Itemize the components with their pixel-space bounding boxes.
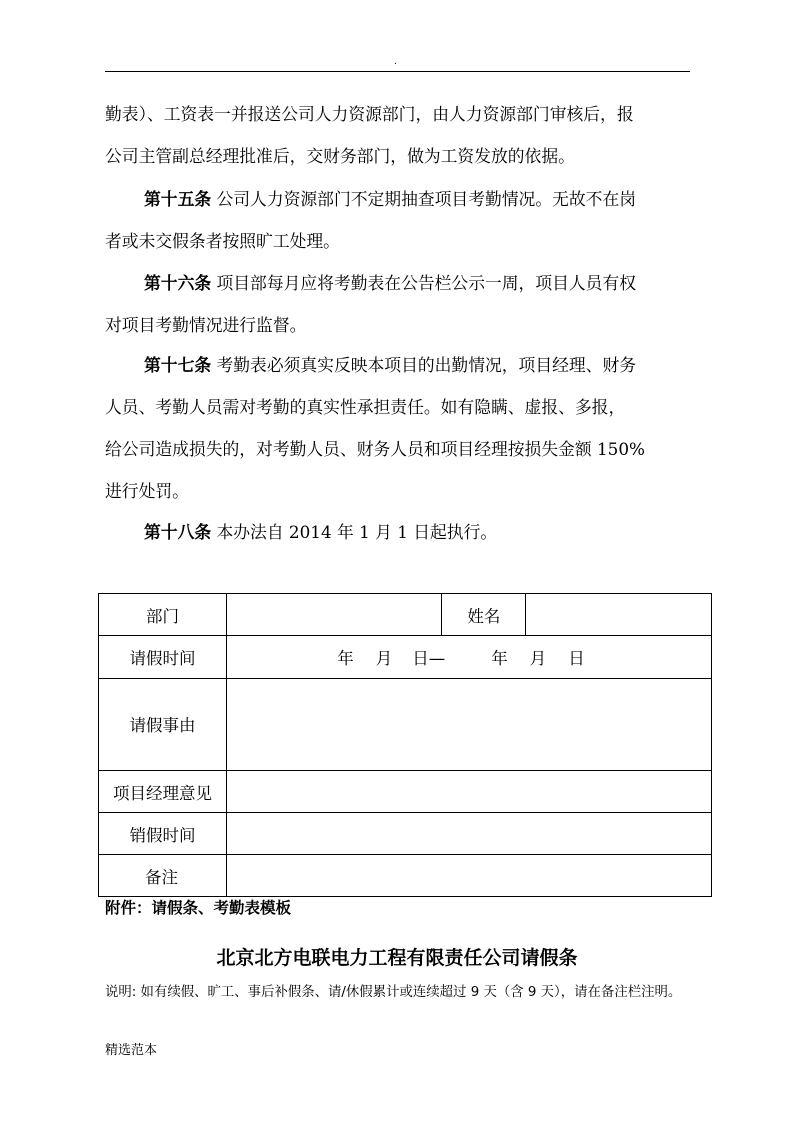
date-year-end: 年 (491, 649, 508, 668)
remark-field[interactable] (226, 855, 711, 897)
name-field[interactable] (526, 594, 712, 636)
article-title: 第十六条 (144, 273, 212, 293)
article-17: 第十七条 考勤表必须真实反映本项目的出勤情况，项目经理、财务 (144, 355, 637, 375)
article-18: 第十八条 本办法自 2014 年 1 月 1 日起执行。 (144, 522, 498, 542)
header-rule (105, 71, 690, 72)
paragraph-line: 对项目考勤情况进行监督。 (105, 315, 307, 335)
manager-opinion-label: 项目经理意见 (99, 771, 227, 813)
attachment-note: 附件：请假条、考勤表模板 (105, 898, 292, 917)
date-year-start: 年 (337, 649, 354, 668)
date-month-start: 月 (375, 649, 393, 668)
reason-field[interactable] (226, 679, 711, 771)
leave-form-table (98, 593, 712, 897)
remark-label: 备注 (99, 855, 227, 897)
article-title: 第十五条 (144, 189, 212, 209)
paragraph-line: 给公司造成损失的，对考勤人员、财务人员和项目经理按损失金额 150% (105, 439, 645, 459)
leave-time-label: 请假时间 (99, 636, 227, 679)
dept-label: 部门 (99, 594, 227, 636)
name-label: 姓名 (442, 594, 526, 636)
article-title: 第十七条 (144, 355, 212, 375)
article-15: 第十五条 公司人力资源部门不定期抽查项目考勤情况。无故不在岗 (144, 189, 637, 209)
date-day-start: 日— (412, 649, 446, 668)
cancel-time-label: 销假时间 (99, 813, 227, 855)
paragraph-line: 人员、考勤人员需对考勤的真实性承担责任。如有隐瞒、虚报、多报， (105, 397, 626, 417)
article-16: 第十六条 项目部每月应将考勤表在公告栏公示一周，项目人员有权 (144, 273, 637, 293)
date-month-end: 月 (529, 649, 547, 668)
cancel-time-field[interactable] (226, 813, 711, 855)
article-title: 第十八条 (144, 522, 212, 542)
leave-time-field[interactable] (226, 636, 711, 679)
paragraph-line: 勤表）、工资表一并报送公司人力资源部门，由人力资源部门审核后，报 (105, 104, 634, 124)
paragraph-line: 进行处罚。 (105, 481, 189, 501)
paragraph-line: 者或未交假条者按照旷工处理。 (105, 231, 340, 251)
form-instructions: 说明: 如有续假、旷工、事后补假条、请/休假累计或连续超过 9 天（含 9 天），请在备注栏注明。 (105, 985, 682, 1000)
manager-opinion-field[interactable] (226, 771, 711, 813)
header-mark: . (394, 57, 397, 67)
reason-label: 请假事由 (99, 679, 227, 771)
paragraph-line: 公司主管副总经理批准后，交财务部门，做为工资发放的依据。 (105, 146, 575, 166)
date-day-end: 日 (568, 649, 585, 668)
dept-field[interactable] (226, 594, 442, 636)
page-footer: 精选范本 (105, 1043, 158, 1058)
form-title: 北京北方电联电力工程有限责任公司请假条 (216, 947, 578, 969)
